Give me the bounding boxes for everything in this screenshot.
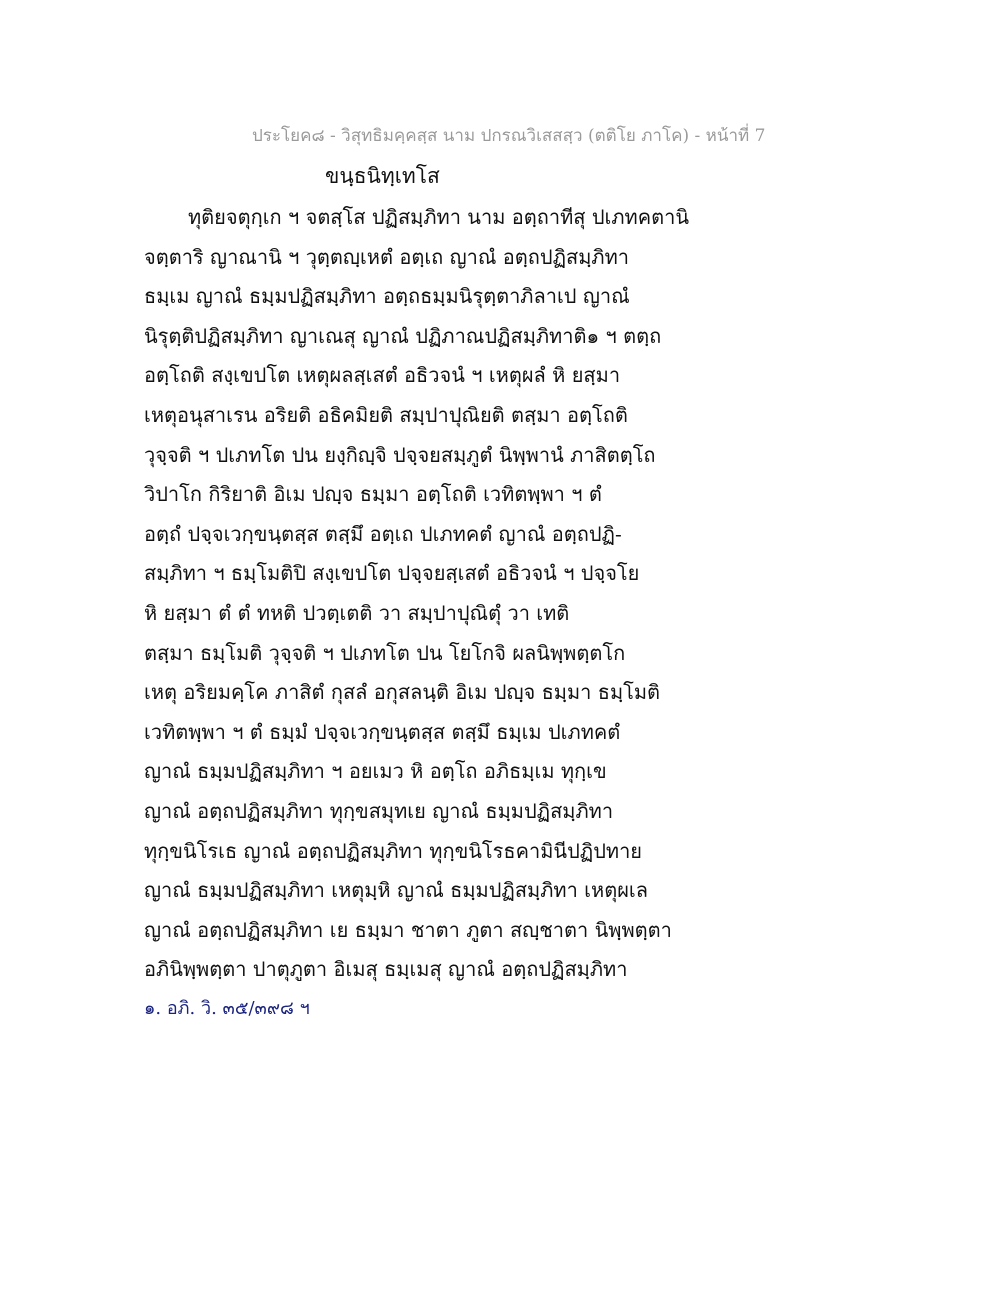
body-line: เหตุ อริยมคฺโค ภาสิตํ กุสลํ อกุสลนฺติ อิเม ปญฺจ ธมฺมา ธมฺโมติ [144,680,661,705]
body-line: สมฺภิทา ฯ ธมฺโมติปิ สงฺเขปโต ปจฺจยสฺเสตํ อธิวจนํ ฯ ปจฺจโย [144,561,640,586]
body-line: วิปาโก กิริยาติ อิเม ปญฺจ ธมฺมา อตฺโถติ เวทิตพฺพา ฯ ตํ [144,482,602,507]
body-line: อภินิพฺพตฺตา ปาตุภูตา อิเมสุ ธมฺเมสุ ญาณํ อตฺถปฏิสมฺภิทา [144,957,628,982]
section-title: ขนฺธนิทฺเทโส [325,164,440,188]
body-line: ญาณํ อตฺถปฏิสมฺภิทา เย ธมฺมา ชาตา ภูตา สญฺชาตา นิพฺพตฺตา [144,917,672,942]
body-text [144,198,704,990]
body-line: จตฺตาริ ญาณานิ ฯ วุตฺตญฺเหตํ อตฺเถ ญาณํ อตฺถปฏิสมฺภิทา [144,244,630,269]
body-line: นิรุตฺติปฏิสมฺภิทา ญาเณสุ ญาณํ ปฏิภาณปฏิสมฺภิทาติ๑ ฯ ตตฺถ [144,323,662,348]
running-header: ประโยค๘ - วิสุทธิมคฺคสฺส นาม ปกรณวิเสสสฺว (ตติโย ภาโค) - หน้าที่ 7 [252,126,766,146]
body-line: หิ ยสฺมา ตํ ตํ ทหติ ปวตฺเตติ วา สมฺปาปุณิตุํ วา เทติ [144,600,570,625]
body-line: อตฺโถติ สงฺเขปโต เหตุผลสฺเสตํ อธิวจนํ ฯ เหตุผลํ หิ ยสฺมา [144,363,621,388]
body-line: เวทิตพฺพา ฯ ตํ ธมฺมํ ปจฺจเวกฺขนฺตสฺส ตสฺมึ ธมฺเม ปเภทคตํ [144,719,621,744]
body-line: เหตุอนุสาเรน อริยติ อธิคมิยติ สมฺปาปุณิยติ ตสฺมา อตฺโถติ [144,402,628,427]
body-line: ทุติยจตุกฺเก ฯ จตสฺโส ปฏิสมฺภิทา นาม อตฺถาทีสุ ปเภทคตานิ [188,205,689,229]
body-line: ธมฺเม ญาณํ ธมฺมปฏิสมฺภิทา อตฺถธมฺมนิรุตฺตาภิลาเป ญาณํ [144,284,630,309]
body-line: ญาณํ ธมฺมปฏิสมฺภิทา ฯ อยเมว หิ อตฺโถ อภิธมฺเม ทุกฺเข [144,759,607,784]
body-line: ญาณํ อตฺถปฏิสมฺภิทา ทุกฺขสมุทเย ญาณํ ธมฺมปฏิสมฺภิทา [144,798,614,823]
body-line: ทุกฺขนิโรเธ ญาณํ อตฺถปฏิสมฺภิทา ทุกฺขนิโรธคามินีปฏิปทาย [144,838,643,863]
footnote: ๑. อภิ. วิ. ๓๕/๓๙๘ ฯ [144,998,310,1019]
body-line: อตฺถํ ปจฺจเวกฺขนฺตสฺส ตสฺมึ อตฺเถ ปเภทคตํ ญาณํ อตฺถปฏิ- [144,521,622,546]
body-line: ญาณํ ธมฺมปฏิสมฺภิทา เหตุมฺหิ ญาณํ ธมฺมปฏิสมฺภิทา เหตุผเล [144,878,649,903]
body-line: วุจฺจติ ฯ ปเภทโต ปน ยงฺกิญฺจิ ปจฺจยสมฺภูตํ นิพฺพานํ ภาสิตตฺโถ [144,442,656,467]
body-line: ตสฺมา ธมฺโมติ วุจฺจติ ฯ ปเภทโต ปน โยโกจิ ผลนิพฺพตฺตโก [144,640,626,665]
